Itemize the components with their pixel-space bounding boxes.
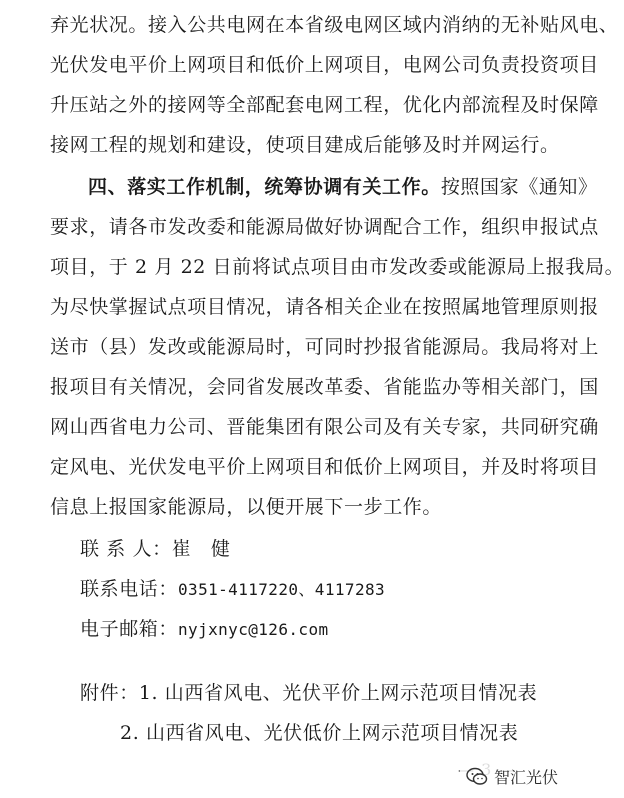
attachment-label: 附件：: [80, 682, 139, 704]
section-heading-tail: 按照国家《通知》: [440, 176, 598, 198]
paragraph-line: 要求，请各市发改委和能源局做好协调配合工作，组织申报试点: [50, 216, 599, 238]
paragraph-line: 接网工程的规划和建设，使项目建成后能够及时并网运行。: [50, 134, 560, 156]
paragraph-line: 弃光状况。接入公共电网在本省级电网区域内消纳的无补贴风电、: [50, 14, 619, 36]
contact-person-label: 联 系 人：: [80, 538, 172, 560]
contact-phone-value: 0351-4117220、4117283: [178, 580, 386, 599]
paragraph-line: 项目，于 2 月 22 日前将试点项目由市发改委或能源局上报我局。: [50, 256, 624, 278]
contact-phone-row: [80, 578, 385, 601]
attachment-item: 1. 山西省风电、光伏平价上网示范项目情况表: [138, 682, 538, 704]
section-heading-row: [88, 176, 598, 198]
paragraph-line: 信息上报国家能源局，以便开展下一步工作。: [50, 496, 443, 518]
watermark: [460, 763, 564, 790]
contact-email-label: 电子邮箱：: [80, 618, 179, 640]
paragraph-line: 升压站之外的接网等全部配套电网工程，优化内部流程及时保障: [50, 94, 599, 116]
attachment-row-1: [80, 682, 537, 704]
wechat-icon: [466, 766, 488, 788]
paragraph-line: 报项目有关情况，会同省发展改革委、省能监办等相关部门，国: [50, 376, 599, 398]
paragraph-line: 为尽快掌握试点项目情况，请各相关企业在按照属地管理原则报: [50, 296, 599, 318]
contact-email-value: nyjxnyc@126.com: [178, 620, 329, 639]
attachment-item: 2. 山西省风电、光伏低价上网示范项目情况表: [120, 722, 519, 744]
paragraph-line: 送市（县）发改或能源局时，可同时抄报省能源局。我局将对上: [50, 336, 599, 358]
paragraph-line: 光伏发电平价上网项目和低价上网项目，电网公司负责投资项目: [50, 54, 599, 76]
contact-email-row: [80, 618, 329, 641]
section-heading: 四、落实工作机制，统筹协调有关工作。: [88, 176, 441, 198]
contact-person-row: [80, 538, 231, 560]
contact-phone-label: 联系电话：: [80, 578, 179, 600]
contact-person-value: 崔 健: [171, 538, 231, 560]
watermark-text: 智汇光伏: [493, 768, 558, 787]
paragraph-line: 定风电、光伏发电平价上网项目和低价上网项目，并及时将项目: [50, 456, 599, 478]
paragraph-line: 网山西省电力公司、晋能集团有限公司及有关专家，共同研究确: [50, 416, 599, 438]
